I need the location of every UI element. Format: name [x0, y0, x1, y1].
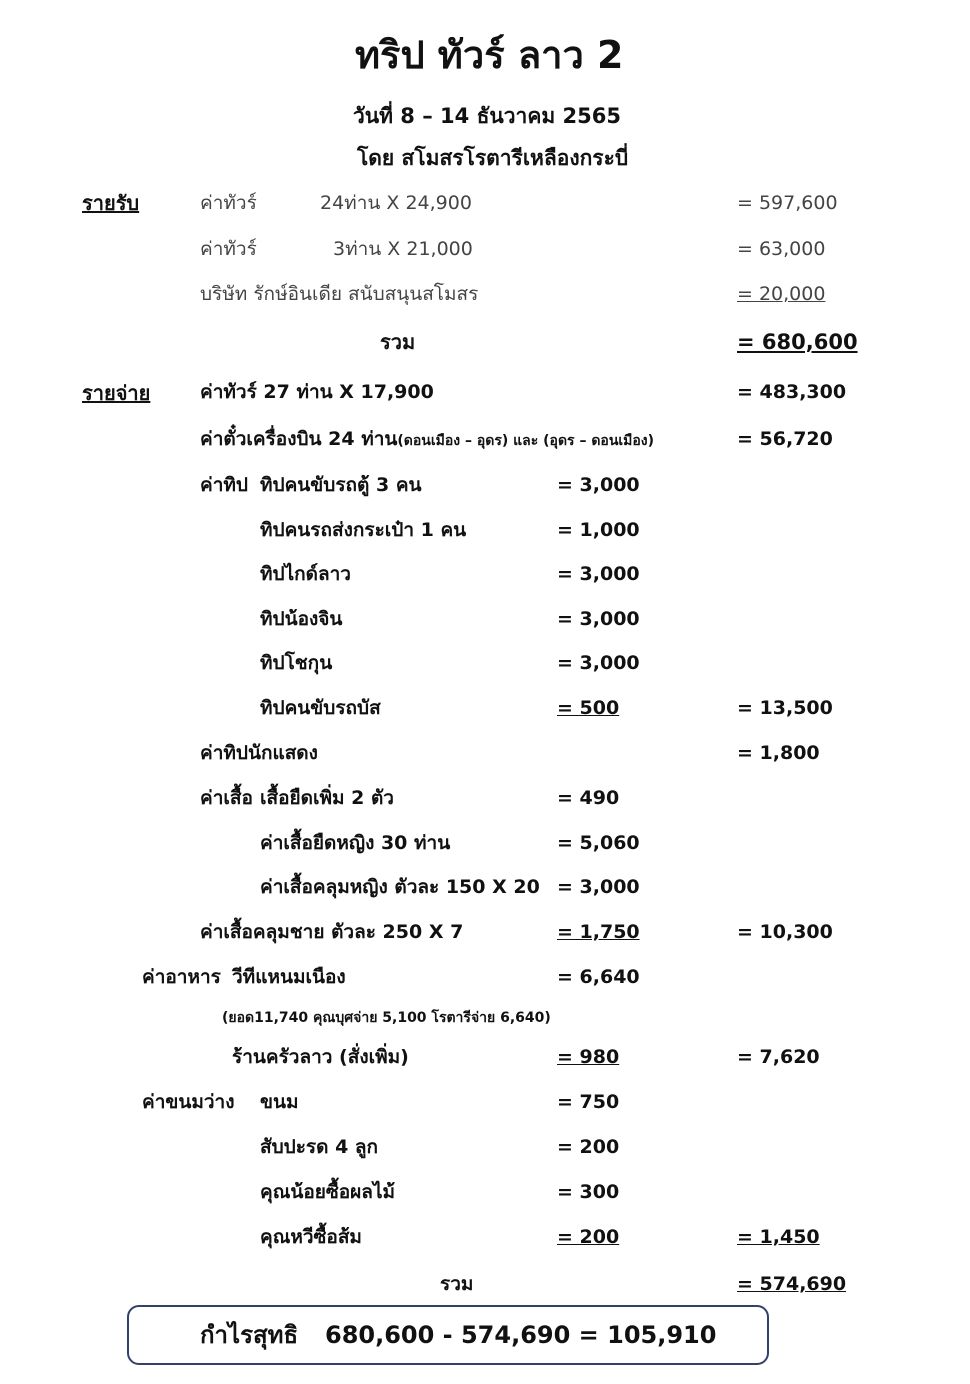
snack-item-label: ขนม [260, 1091, 299, 1113]
flight-cost-total: = 56,720 [737, 428, 833, 450]
snack-item-value: = 200 [557, 1136, 620, 1158]
snack-item-label: สับปะรด 4 ลูก [260, 1136, 379, 1158]
shirt-item-value: = 3,000 [557, 876, 640, 898]
shirt-item-label: ค่าเสื้อคลุมชาย ตัวละ 250 X 7 [200, 921, 464, 943]
income-sum-value: = 680,600 [737, 330, 858, 354]
organizer: โดย สโมสรโรตารีเหลืองกระบี่ [357, 146, 629, 170]
expense-heading: รายจ่าย [82, 381, 151, 405]
income-row-calc: 3ท่าน X 21,000 [333, 238, 473, 260]
shirt-item-label: ค่าเสื้อคลุมหญิง ตัวละ 150 X 20 [260, 876, 540, 898]
food-item-value: = 6,640 [557, 966, 640, 988]
snacks-total: = 1,450 [737, 1226, 820, 1248]
tip-item-value: = 3,000 [557, 563, 640, 585]
shirt-item-value: = 5,060 [557, 832, 640, 854]
snack-item-value: = 200 [557, 1226, 620, 1248]
food-label: ค่าอาหาร [142, 966, 221, 988]
tour-cost: ค่าทัวร์ 27 ท่าน X 17,900 [200, 381, 434, 403]
income-row-calc: 24ท่าน X 24,900 [320, 192, 472, 214]
income-row-total: = 20,000 [737, 283, 826, 305]
flight-cost-label: ค่าตั๋วเครื่องบิน 24 ท่าน [200, 428, 398, 450]
flight-route-note: (ดอนเมือง – อุดร) และ (อุดร – ดอนเมือง) [397, 433, 655, 449]
snack-item-label: คุณหวีซื้อส้ม [260, 1226, 362, 1248]
shirts-total: = 10,300 [737, 921, 833, 943]
tour-cost-total: = 483,300 [737, 381, 847, 403]
food-item-label: ร้านครัวลาว (สั่งเพิ่ม) [232, 1046, 409, 1068]
tips-total: = 13,500 [737, 697, 833, 719]
tip-item-value: = 3,000 [557, 608, 640, 630]
income-row-total: = 597,600 [737, 192, 838, 214]
tip-item-label: ทิปคนขับรถบัส [260, 697, 381, 719]
page-title: ทริป ทัวร์ ลาว 2 [355, 33, 624, 77]
tip-item-value: = 3,000 [557, 474, 640, 496]
net-profit-calc: 680,600 - 574,690 = 105,910 [325, 1321, 717, 1349]
expense-sum-label: รวม [440, 1273, 474, 1295]
performer-tip-total: = 1,800 [737, 742, 820, 764]
income-row-label: บริษัท รักษ์อินเดีย สนับสนุนสโมสร [200, 283, 479, 305]
tip-item-label: ทิปไกด์ลาว [260, 563, 351, 585]
snacks-label: ค่าขนมว่าง [142, 1091, 235, 1113]
food-item-label: วีทีแหนมเนือง [232, 966, 346, 988]
tip-item-label: ทิปคนขับรถตู้ 3 คน [260, 474, 422, 496]
income-heading: รายรับ [82, 191, 140, 215]
expense-sum-value: = 574,690 [737, 1273, 847, 1295]
food-total: = 7,620 [737, 1046, 820, 1068]
snack-item-value: = 750 [557, 1091, 620, 1113]
income-sum-label: รวม [380, 330, 416, 354]
tip-item-value: = 1,000 [557, 519, 640, 541]
shirt-item-value: = 1,750 [557, 921, 640, 943]
tips-label: ค่าทิป [200, 474, 248, 496]
snack-item-label: คุณน้อยซื้อผลไม้ [260, 1181, 396, 1203]
income-row-label: ค่าทัวร์ [200, 192, 257, 214]
tip-item-label: ทิปน้องจิน [260, 608, 343, 630]
tip-item-label: ทิปคนรถส่งกระเป๋า 1 คน [260, 519, 467, 541]
food-item-value: = 980 [557, 1046, 620, 1068]
food-note: (ยอด11,740 คุณบุศจ่าย 5,100 โรตารีจ่าย 6,640) [222, 1010, 551, 1026]
shirts-label: ค่าเสื้อ [200, 787, 253, 809]
shirt-item-value: = 490 [557, 787, 620, 809]
tip-item-label: ทิปโชกุน [260, 652, 333, 674]
tip-item-value: = 500 [557, 697, 620, 719]
shirt-item-label: ค่าเสื้อยืดหญิง 30 ท่าน [260, 832, 451, 854]
net-profit-label: กำไรสุทธิ [200, 1321, 299, 1349]
income-row-total: = 63,000 [737, 238, 826, 260]
trip-date: วันที่ 8 – 14 ธันวาคม 2565 [353, 104, 621, 128]
income-row-label: ค่าทัวร์ [200, 238, 257, 260]
tip-item-value: = 3,000 [557, 652, 640, 674]
flight-cost [200, 430, 654, 449]
snack-item-value: = 300 [557, 1181, 620, 1203]
shirt-item-label: เสื้อยืดเพิ่ม 2 ตัว [260, 787, 394, 809]
performer-tip-label: ค่าทิปนักแสดง [200, 742, 318, 764]
